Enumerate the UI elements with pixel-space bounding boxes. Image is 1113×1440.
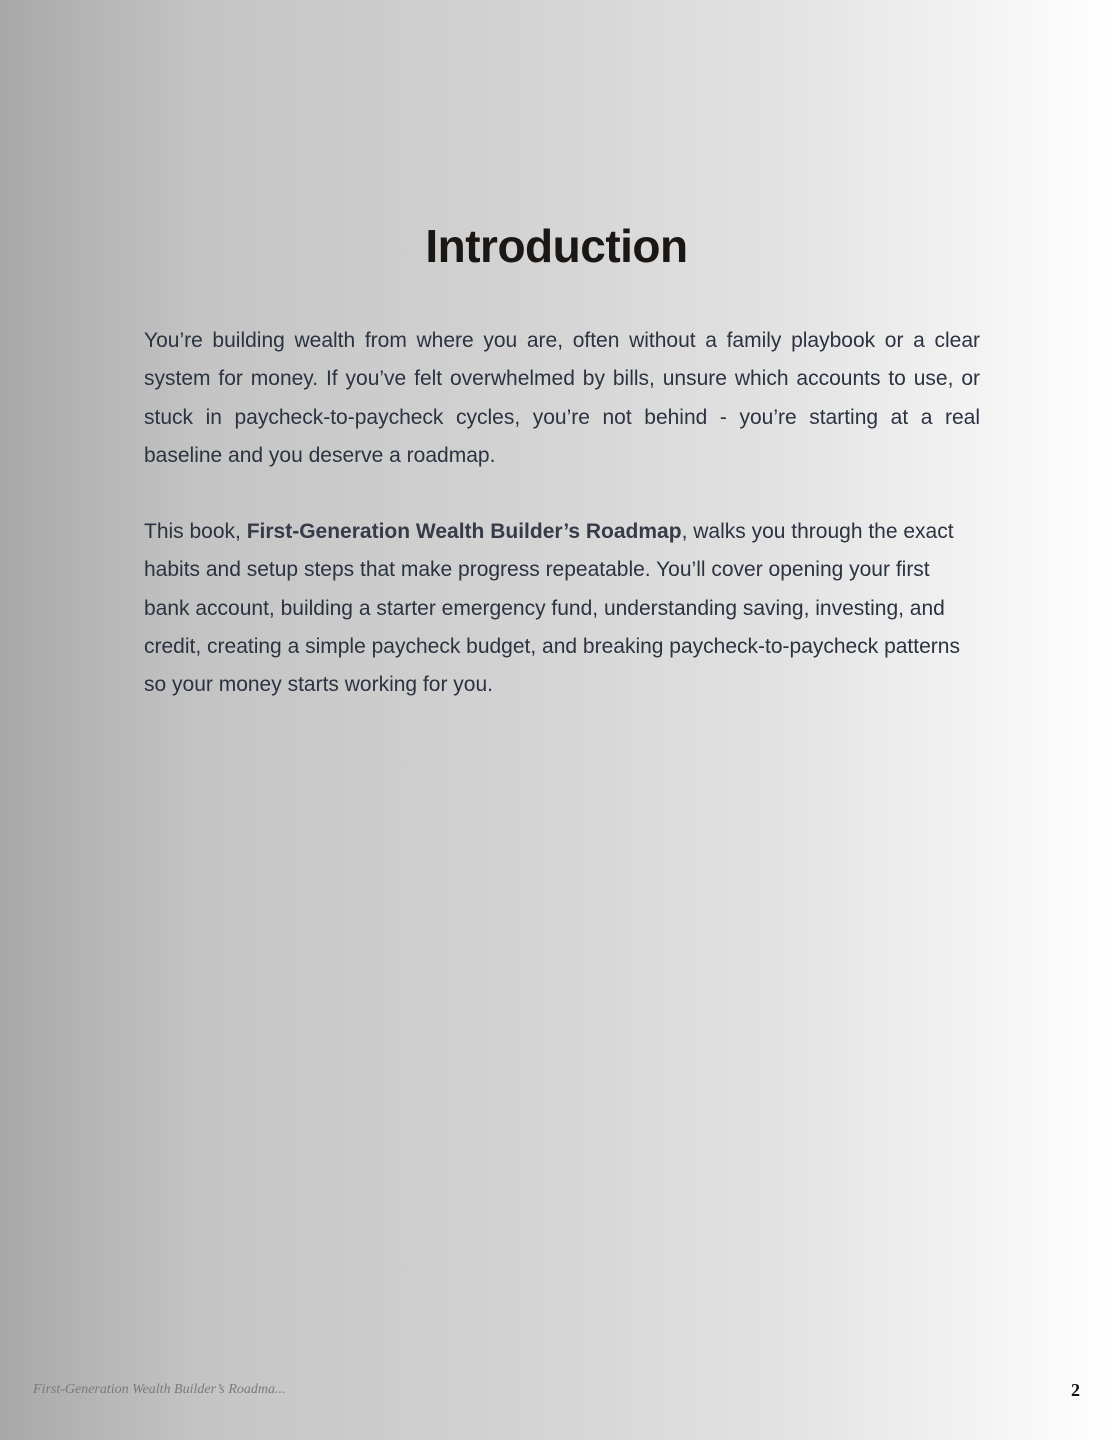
intro-paragraph-1: You’re building wealth from where you are, often without a family playbook or a clear system for money. If you’ve felt overwhelmed by bills, unsure which accounts to use, or stuck in paycheck-to-paycheck cycles, you’re not behind - you’re starting at a real baseline and you deserve a roadmap. (144, 329, 980, 467)
page-number: 2 (1071, 1380, 1080, 1400)
book-title-bold: First-Generation Wealth Builder’s Roadmap (246, 520, 682, 544)
footer-running-title: First-Generation Wealth Builder’s Roadma... (33, 1382, 286, 1397)
paragraph-2-rest: , walks you through the exact habits and setup steps that make progress repeatable. You’ll cover opening your first bank account, building a starter emergency fund, understanding saving, investing, and credit, creating a simple paycheck budget, and breaking paycheck-to-paycheck patterns so your money starts working for you. (144, 520, 960, 697)
intro-paragraph-2 (144, 513, 974, 704)
page-title: Introduction (425, 220, 688, 272)
paragraph-2-lead: This book, (144, 520, 247, 544)
body-text (144, 322, 980, 743)
